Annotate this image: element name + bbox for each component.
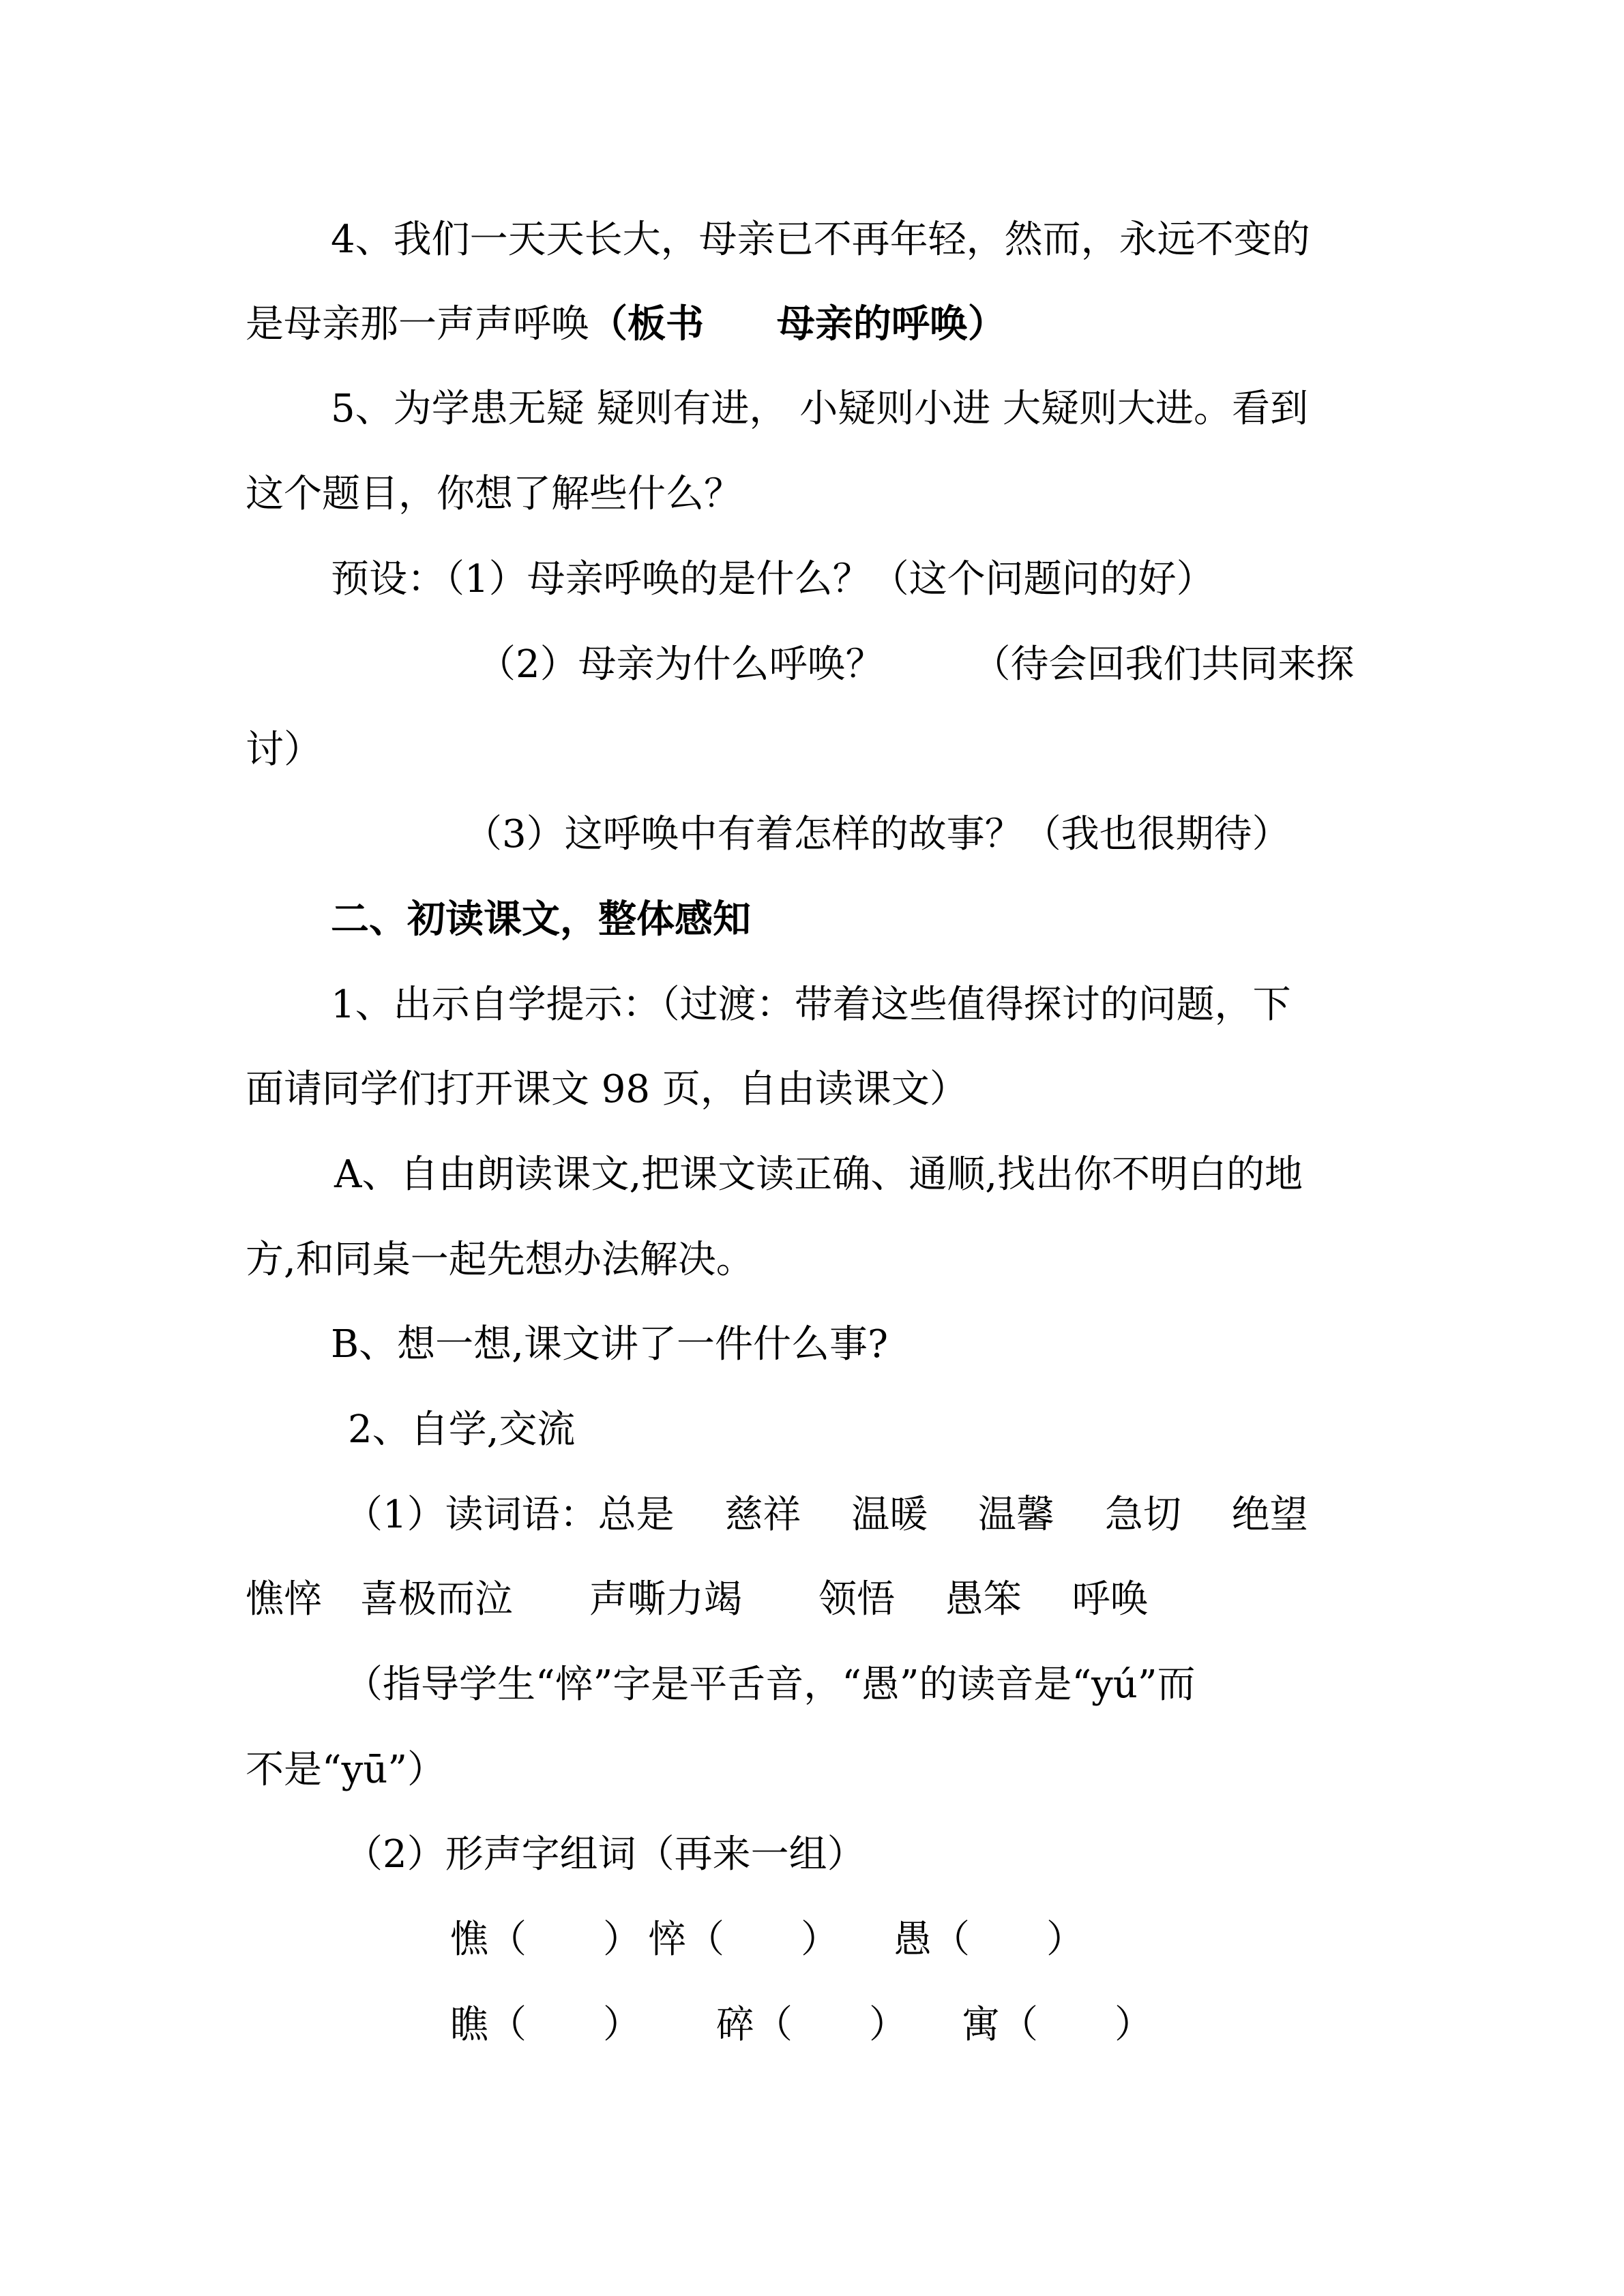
paragraph-5-line-2: 这个题目，你想了解些什么？ <box>246 472 742 516</box>
paragraph-5-line-1: 5、为学患无疑 疑则有进， 小疑则小进 大疑则大进。看到 <box>331 387 1309 431</box>
word-blank-yu-lodge: 寓（ ） <box>962 2003 1153 2047</box>
pronunciation-note-line-1: （指导学生“悴”字是平舌音，“愚”的读音是“yú”而 <box>344 1663 1196 1707</box>
step-b: B、想一想,课文讲了一件什么事? <box>331 1322 888 1367</box>
vocabulary-line-1: （1）读词语：总是 慈祥 温暖 温馨 急切 绝望 <box>344 1493 1308 1537</box>
step-2-heading: 2、自学,交流 <box>348 1407 576 1452</box>
preset-question-1: 预设：（1）母亲呼唤的是什么？（这个问题问的好） <box>331 557 1215 601</box>
board-note-title: 母亲的呼唤） <box>776 302 1006 346</box>
step-a-line-1: A、自由朗读课文,把课文读正确、通顺,找出你不明白的地 <box>334 1152 1303 1197</box>
paragraph-4-text: 是母亲那一声声呼唤 <box>246 302 589 346</box>
preset-question-2 <box>477 638 1354 692</box>
vocabulary-line-2: 憔悴 喜极而泣 声嘶力竭 领悟 愚笨 呼唤 <box>246 1577 1149 1622</box>
word-blank-qiao-look: 瞧（ ） <box>450 2003 641 2047</box>
preset-question-2-text: （2）母亲为什么呼唤？ <box>477 642 884 687</box>
preset-question-2-continued: 讨） <box>246 728 322 772</box>
pronunciation-note-line-2: 不是“yū”） <box>246 1748 445 1792</box>
step-1-line-2: 面请同学们打开课文 98 页，自由读课文） <box>246 1067 968 1112</box>
phonetic-compound-heading: （2）形声字组词（再来一组） <box>344 1832 866 1877</box>
paragraph-4-line-1: 4、我们一天天长大，母亲已不再年轻，然而，永远不变的 <box>331 218 1310 262</box>
word-blank-yu: 愚（ ） <box>894 1918 1084 1962</box>
word-blank-qiao: 憔（ ） <box>450 1918 641 1962</box>
step-a-line-2: 方,和同桌一起先想办法解决。 <box>246 1238 754 1282</box>
paragraph-4-line-2 <box>246 297 1006 352</box>
board-note-label: （板书 <box>589 302 704 346</box>
preset-question-3: （3）这呼唤中有着怎样的故事？（我也很期待） <box>464 812 1290 856</box>
word-blank-sui: 碎（ ） <box>716 2003 907 2047</box>
word-blank-cui: 悴（ ） <box>648 1918 839 1962</box>
section-heading-2: 二、初读课文，整体感知 <box>331 897 751 942</box>
step-1-line-1: 1、出示自学提示：（过渡：带着这些值得探讨的问题，下 <box>331 983 1291 1027</box>
preset-question-2-note: （待会回我们共同来探 <box>972 642 1355 687</box>
